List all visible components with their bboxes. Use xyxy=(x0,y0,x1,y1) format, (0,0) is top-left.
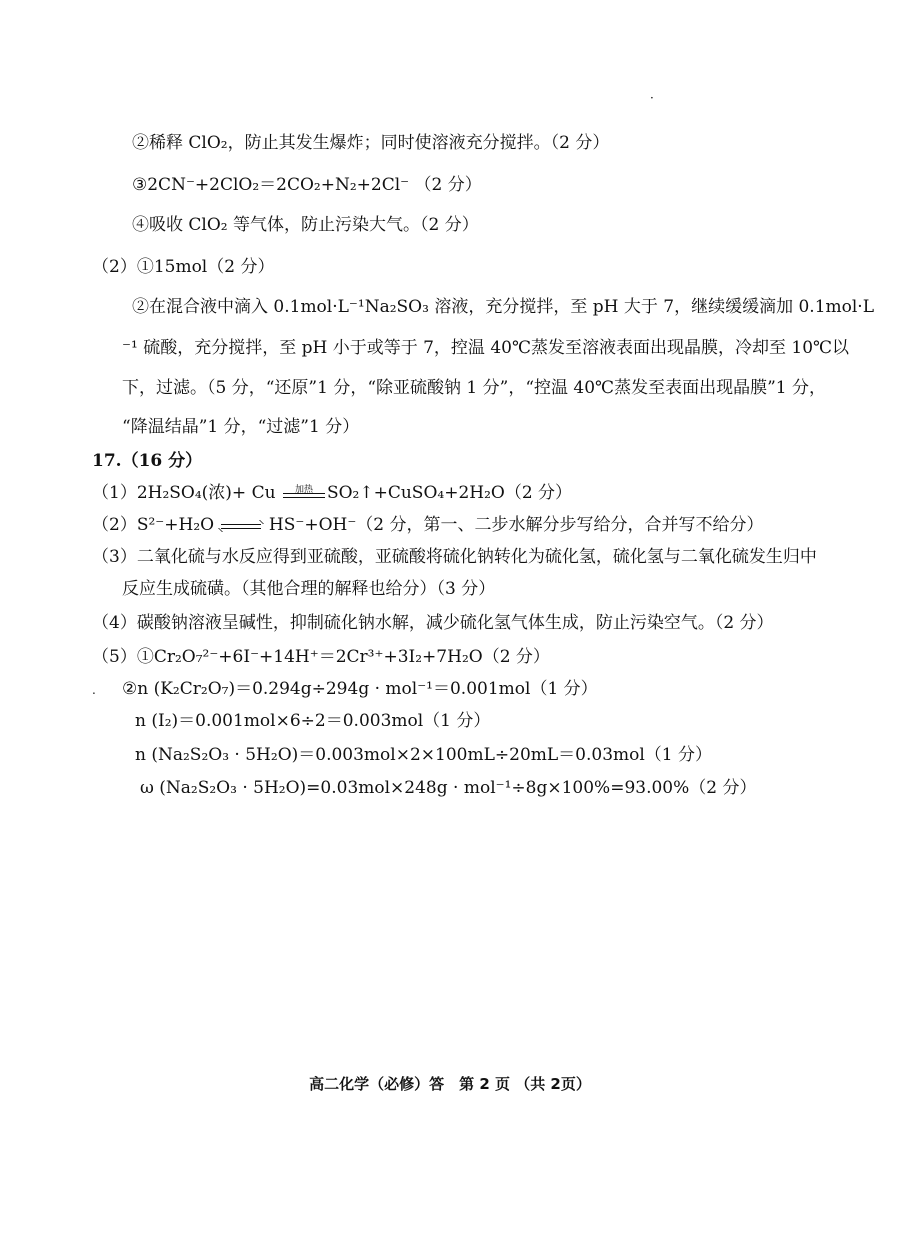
answer-line-17-3a: （3）二氧化硫与水反应得到亚硫酸，亚硫酸将硫化钠转化为硫化氢，硫化氢与二氧化硫发生归中 xyxy=(92,547,817,567)
equation-right: SO₂↑+CuSO₄+2H₂O（2 分） xyxy=(326,483,573,503)
answer-line-17-1 xyxy=(92,482,572,504)
scan-dot: · xyxy=(650,91,654,105)
question-17-heading: 17.（16 分） xyxy=(92,451,203,471)
answer-line-17-4: （4）碳酸钠溶液呈碱性，抑制硫化钠水解，减少硫化氢气体生成，防止污染空气。（2 分） xyxy=(92,613,774,633)
answer-line-clo2-dilute: ②稀释 ClO₂，防止其发生爆炸；同时使溶液充分搅拌。（2 分） xyxy=(132,133,610,153)
answer-line-17-5-1: （5）①Cr₂O₇²⁻+6I⁻+14H⁺＝2Cr³⁺+3I₂+7H₂O（2 分） xyxy=(92,647,550,667)
scan-dot: . xyxy=(92,683,96,697)
answer-line-q2-2d: “降温结晶”1 分，“过滤”1 分） xyxy=(122,417,360,437)
answer-line-17-2 xyxy=(92,514,764,536)
page-footer: 高二化学（必修）答 第 2 页 （共 2页） xyxy=(309,1075,591,1093)
answer-line-17-5-2: ②n (K₂Cr₂O₇)＝0.294g÷294g · mol⁻¹＝0.001mol（1 分） xyxy=(122,679,598,699)
hydrolysis-right: HS⁻+OH⁻（2 分，第一、二步水解分步写给分，合并写不给分） xyxy=(263,515,764,535)
heating-equals-sign xyxy=(281,484,327,501)
equation-left: （1）2H₂SO₄(浓)+ Cu xyxy=(92,483,281,503)
answer-line-q2-1: （2）①15mol（2 分） xyxy=(92,257,275,277)
answer-line-cn-equation: ③2CN⁻+2ClO₂＝2CO₂+N₂+2Cl⁻ （2 分） xyxy=(132,175,482,195)
answer-line-17-3b: 反应生成硫磺。（其他合理的解释也给分）（3 分） xyxy=(122,579,496,599)
answer-line-17-5-i2: n (I₂)＝0.001mol×6÷2＝0.003mol（1 分） xyxy=(135,711,491,731)
hydrolysis-left: （2）S²⁻+H₂O xyxy=(92,515,220,535)
answer-line-absorb-clo2: ④吸收 ClO₂ 等气体，防止污染大气。（2 分） xyxy=(132,215,479,235)
answer-line-q2-2c: 下，过滤。（5 分，“还原”1 分，“除亚硫酸钠 1 分”，“控温 40℃蒸发至表面出现晶膜”1 分， xyxy=(122,378,826,398)
answer-line-17-5-na2s2o3: n (Na₂S₂O₃ · 5H₂O)＝0.003mol×2×100mL÷20mL＝0.03mol（1 分） xyxy=(135,745,713,765)
answer-line-q2-2b: ⁻¹ 硫酸，充分搅拌，至 pH 小于或等于 7，控温 40℃蒸发至溶液表面出现晶膜，冷却至 10℃以 xyxy=(122,338,850,358)
heating-label: 加热 xyxy=(294,484,313,495)
answer-line-17-5-omega: ω (Na₂S₂O₃ · 5H₂O)=0.03mol×248g · mol⁻¹÷8g×100%=93.00%（2 分） xyxy=(140,778,757,798)
answer-line-q2-2a: ②在混合液中滴入 0.1mol·L⁻¹Na₂SO₃ 溶液，充分搅拌，至 pH 大于 7，继续缓缓滴加 0.1mol·L xyxy=(132,297,874,317)
reversible-arrow-icon xyxy=(219,519,263,533)
